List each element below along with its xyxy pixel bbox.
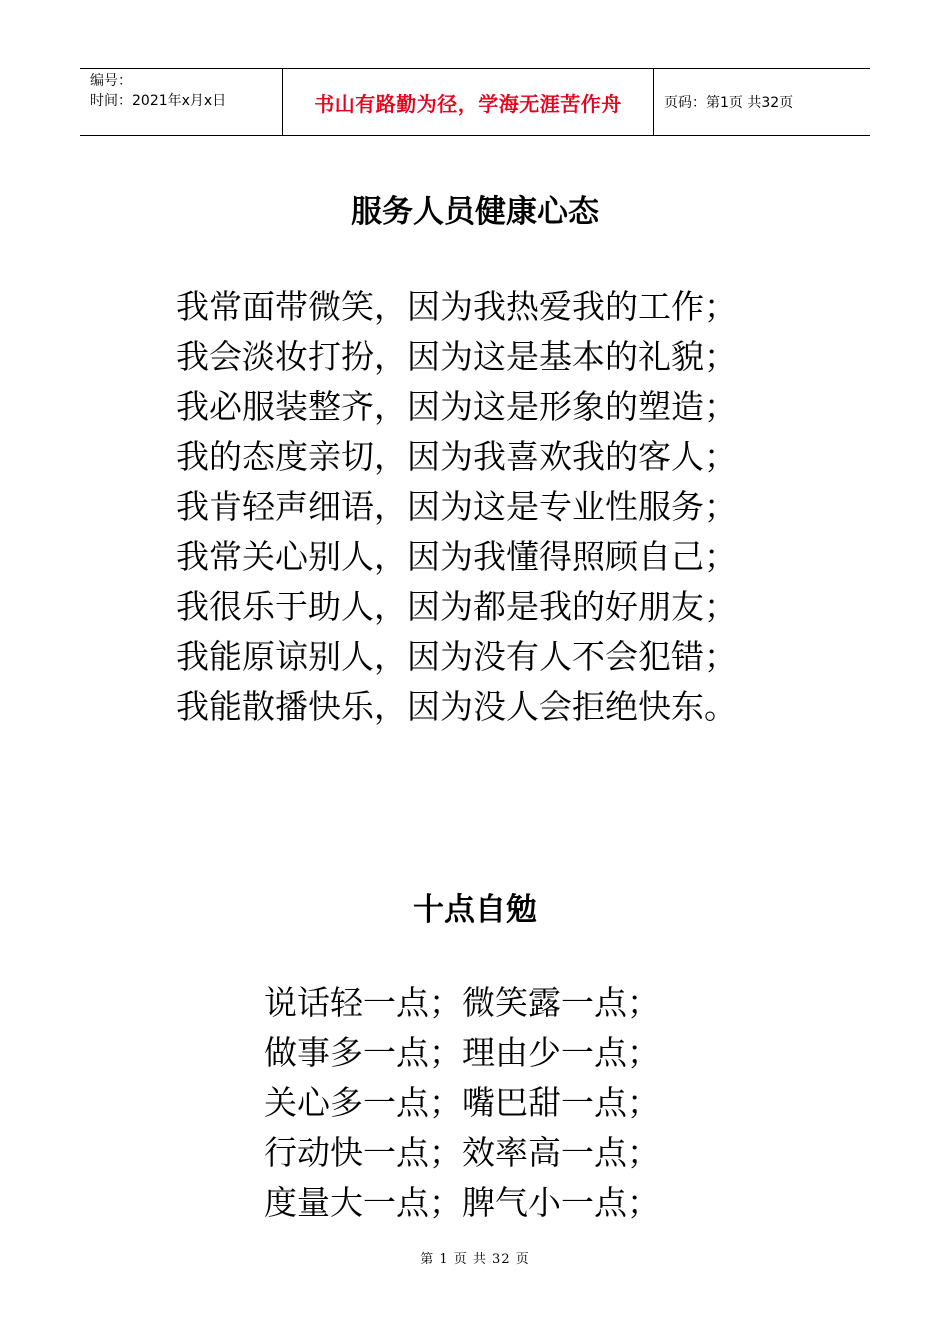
time-label: 时间：2021年x月x日 bbox=[90, 93, 227, 109]
encouragement-line: 做事多一点；理由少一点； bbox=[264, 1033, 660, 1072]
page-label: 页码：第1页 共32页 bbox=[664, 95, 794, 111]
poem-line: 我必服装整齐，因为这是形象的塑造； bbox=[176, 387, 737, 426]
self-encouragement-lines bbox=[264, 978, 660, 1228]
section-title-healthy-mindset: 服务人员健康心态 bbox=[351, 194, 599, 230]
poem-line: 我会淡妆打扮，因为这是基本的礼貌； bbox=[176, 337, 737, 376]
header-meta-cell bbox=[80, 69, 282, 135]
poem-line: 我常面带微笑，因为我热爱我的工作； bbox=[176, 287, 737, 326]
poem-line: 我的态度亲切，因为我喜欢我的客人； bbox=[176, 437, 737, 476]
poem-line: 我常关心别人，因为我懂得照顾自己； bbox=[176, 537, 737, 576]
encouragement-line: 行动快一点；效率高一点； bbox=[264, 1133, 660, 1172]
healthy-mindset-lines bbox=[176, 282, 737, 732]
encouragement-line: 关心多一点；嘴巴甜一点； bbox=[264, 1083, 660, 1122]
header-page-cell bbox=[654, 69, 870, 135]
section-title-self-encouragement: 十点自勉 bbox=[413, 892, 537, 928]
motto-text: 书山有路勤为径，学海无涯苦作舟 bbox=[314, 91, 622, 116]
document-header bbox=[80, 68, 870, 136]
poem-line: 我能散播快乐，因为没人会拒绝快东。 bbox=[176, 687, 737, 726]
number-label: 编号： bbox=[90, 73, 132, 89]
poem-line: 我肯轻声细语，因为这是专业性服务； bbox=[176, 487, 737, 526]
encouragement-line: 说话轻一点；微笑露一点； bbox=[264, 983, 660, 1022]
encouragement-line: 度量大一点；脾气小一点； bbox=[264, 1183, 660, 1222]
page-footer: 第 1 页 共 32 页 bbox=[420, 1252, 530, 1267]
poem-line: 我能原谅别人，因为没有人不会犯错； bbox=[176, 637, 737, 676]
poem-line: 我很乐于助人，因为都是我的好朋友； bbox=[176, 587, 737, 626]
header-motto-cell bbox=[282, 69, 654, 135]
